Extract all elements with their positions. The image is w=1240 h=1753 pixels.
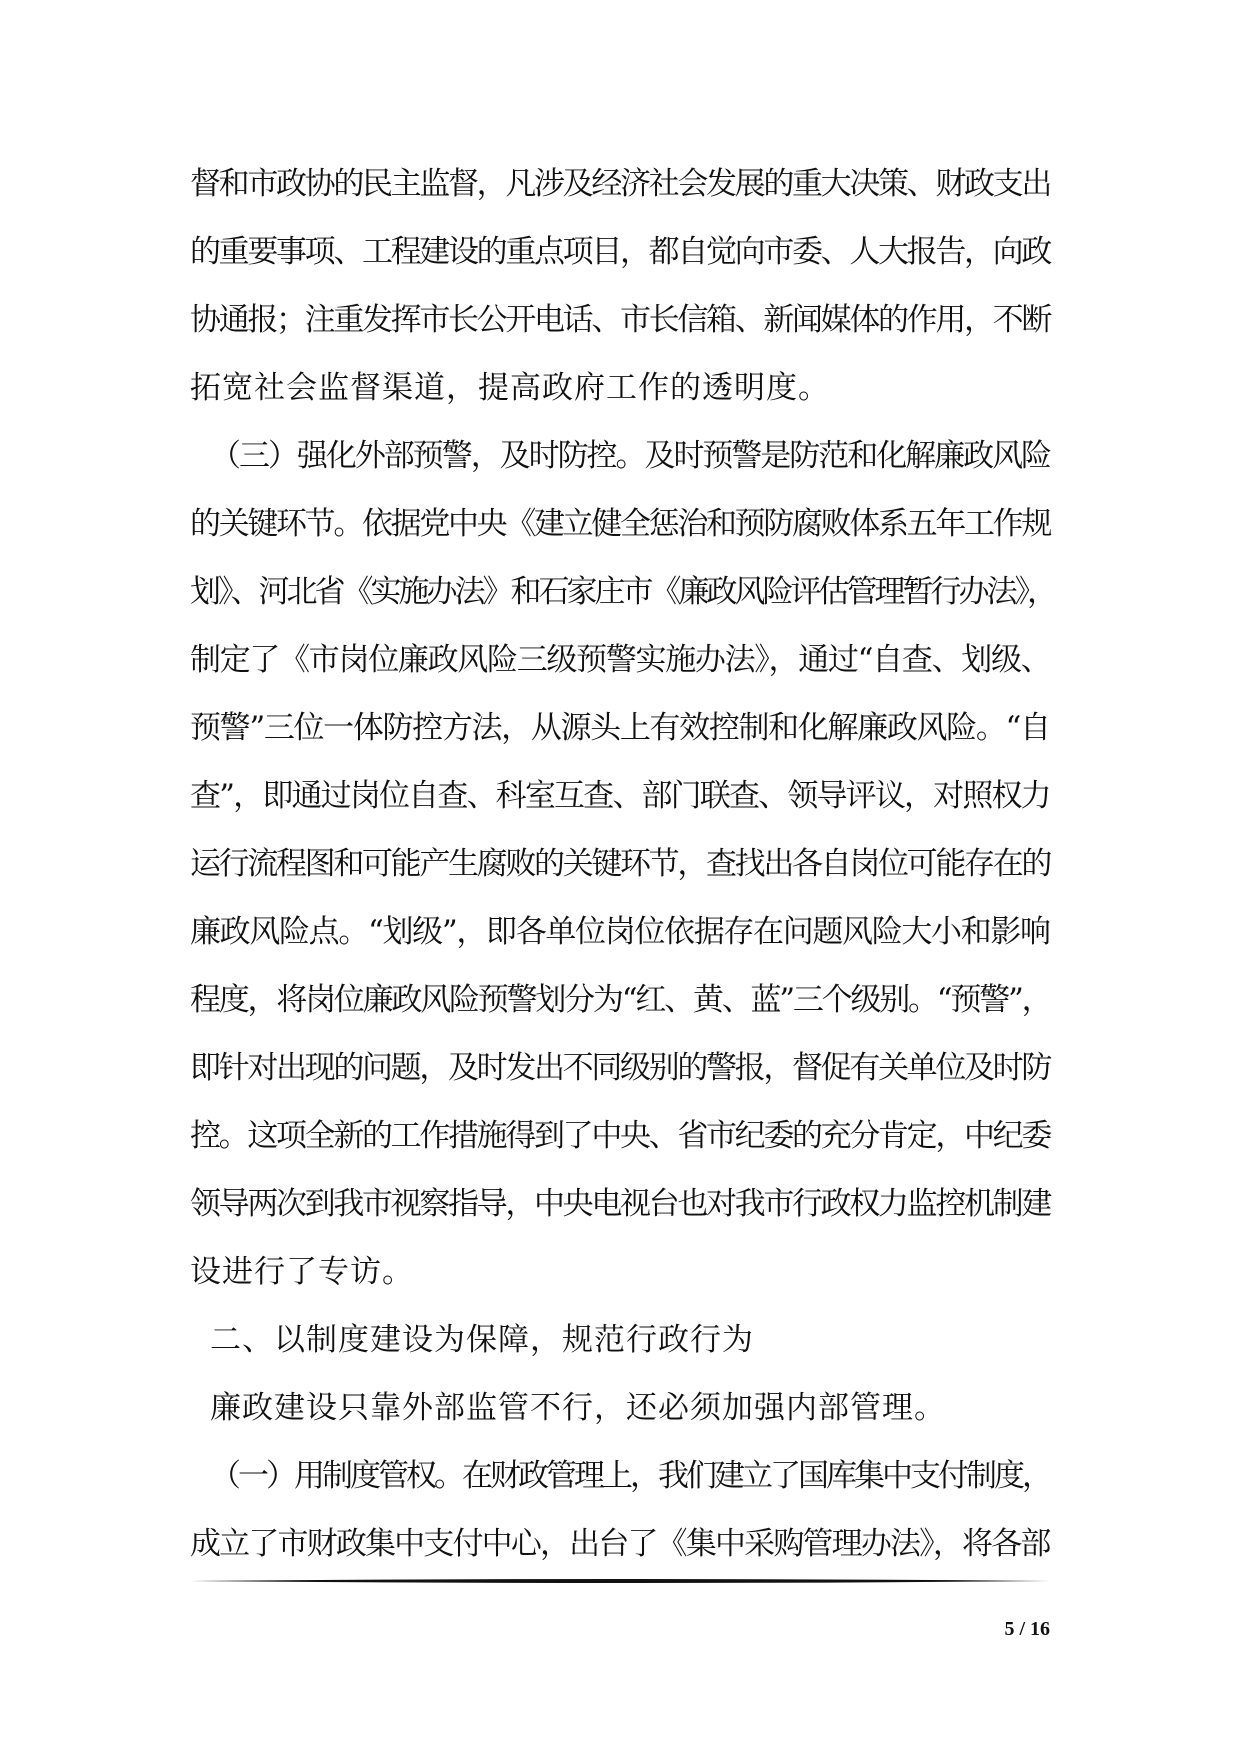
body-text xyxy=(190,150,1055,1578)
text-line: 廉政风险点。“划级”，即各单位岗位依据存在问题风险大小和影响 xyxy=(190,914,1050,950)
text-line: 督和市政协的民主监督，凡涉及经济社会发展的重大决策、财政支出 xyxy=(190,166,1050,202)
text-line: 即针对出现的问题，及时发出不同级别的警报，督促有关单位及时防 xyxy=(190,1050,1050,1086)
text-line: （三）强化外部预警，及时防控。及时预警是防范和化解廉政风险 xyxy=(210,438,1050,474)
text-line: 运行流程图和可能产生腐败的关键环节，查找出各自岗位可能存在的 xyxy=(190,846,1050,882)
footer-rule xyxy=(190,1578,1050,1584)
text-line: 划》、河北省《实施办法》和石家庄市《廉政风险评估管理暂行办法》， xyxy=(190,574,1055,610)
footer-rule-line xyxy=(190,1578,1050,1584)
text-line: 预警”三位一体防控方法，从源头上有效控制和化解廉政风险。“自 xyxy=(190,710,1050,746)
text-line: 程度，将岗位廉政风险预警划分为“红、黄、蓝”三个级别。“预警”， xyxy=(190,982,1051,1018)
text-line: 成立了市财政集中支付中心，出台了《集中采购管理办法》，将各部 xyxy=(190,1526,1050,1562)
text-line: 领导两次到我市视察指导，中央电视台也对我市行政权力监控机制建 xyxy=(190,1186,1050,1222)
text-line: 二、以制度建设为保障，规范行政行为 xyxy=(210,1322,754,1358)
text-line: 查”，即通过岗位自查、科室互查、部门联查、领导评议，对照权力 xyxy=(190,778,1050,814)
text-line: 控。这项全新的工作措施得到了中央、省市纪委的充分肯定，中纪委 xyxy=(190,1118,1050,1154)
page-number: 5 / 16 xyxy=(1004,1618,1050,1640)
text-line: （一）用制度管权。在财政管理上，我们建立了国库集中支付制度， xyxy=(210,1458,1050,1494)
text-line: 拓宽社会监督渠道，提高政府工作的透明度。 xyxy=(190,370,830,406)
text-line: 的关键环节。依据党中央《建立健全惩治和预防腐败体系五年工作规 xyxy=(190,506,1050,542)
text-line: 廉政建设只靠外部监管不行，还必须加强内部管理。 xyxy=(210,1390,946,1426)
text-line: 制定了《市岗位廉政风险三级预警实施办法》，通过“自查、划级、 xyxy=(190,642,1051,678)
text-line: 的重要事项、工程建设的重点项目，都自觉向市委、人大报告，向政 xyxy=(190,234,1050,270)
text-line: 协通报；注重发挥市长公开电话、市长信箱、新闻媒体的作用，不断 xyxy=(190,302,1050,338)
text-line: 设进行了专访。 xyxy=(190,1254,414,1290)
